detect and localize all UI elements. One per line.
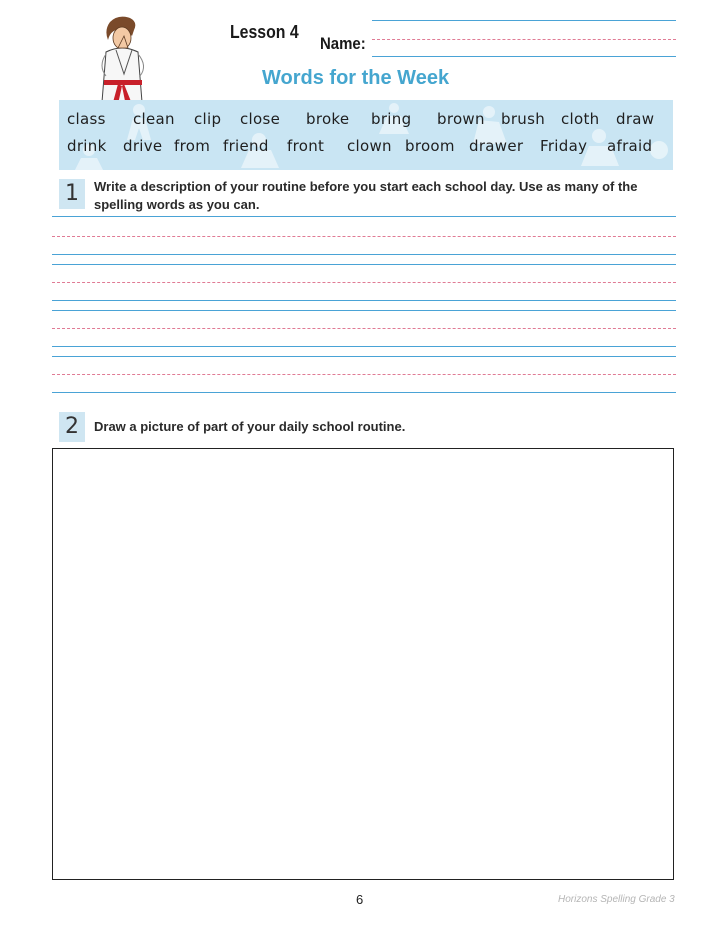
step-2-badge: 2 <box>59 412 85 442</box>
drawing-box[interactable] <box>52 448 674 880</box>
writing-lines-area[interactable] <box>52 216 676 396</box>
spelling-word: afraid <box>607 137 653 155</box>
spelling-word: broke <box>306 110 350 128</box>
spelling-word: broom <box>405 137 455 155</box>
spelling-word: front <box>287 137 325 155</box>
spelling-word: close <box>240 110 281 128</box>
spelling-word: clown <box>347 137 392 155</box>
spelling-word: from <box>174 137 211 155</box>
spelling-word: Friday <box>540 137 588 155</box>
spelling-word: brush <box>501 110 546 128</box>
spelling-word: brown <box>437 110 485 128</box>
spelling-word: friend <box>223 137 269 155</box>
spelling-word: clip <box>194 110 222 128</box>
step-1-prompt: Write a description of your routine before you start each school day. Use as many of the spelling words as you can. <box>94 179 638 212</box>
spelling-word: bring <box>371 110 412 128</box>
spelling-word: draw <box>616 110 655 128</box>
section-title: Words for the Week <box>262 67 450 89</box>
footer-book-title: Horizons Spelling Grade 3 <box>558 894 675 905</box>
spelling-word: clean <box>133 110 175 128</box>
lesson-title: Lesson 4 <box>230 22 299 42</box>
spelling-word: drive <box>123 137 163 155</box>
name-field[interactable] <box>372 20 676 60</box>
page-number: 6 <box>356 892 364 907</box>
spelling-word: drink <box>67 137 107 155</box>
step-2-prompt: Draw a picture of part of your daily school routine. <box>94 419 406 434</box>
spelling-word: cloth <box>561 110 600 128</box>
spelling-word-box <box>59 100 673 170</box>
spelling-word: drawer <box>469 137 524 155</box>
name-label: Name: <box>320 34 366 53</box>
spelling-word: class <box>67 110 106 128</box>
step-1-badge: 1 <box>59 179 85 209</box>
